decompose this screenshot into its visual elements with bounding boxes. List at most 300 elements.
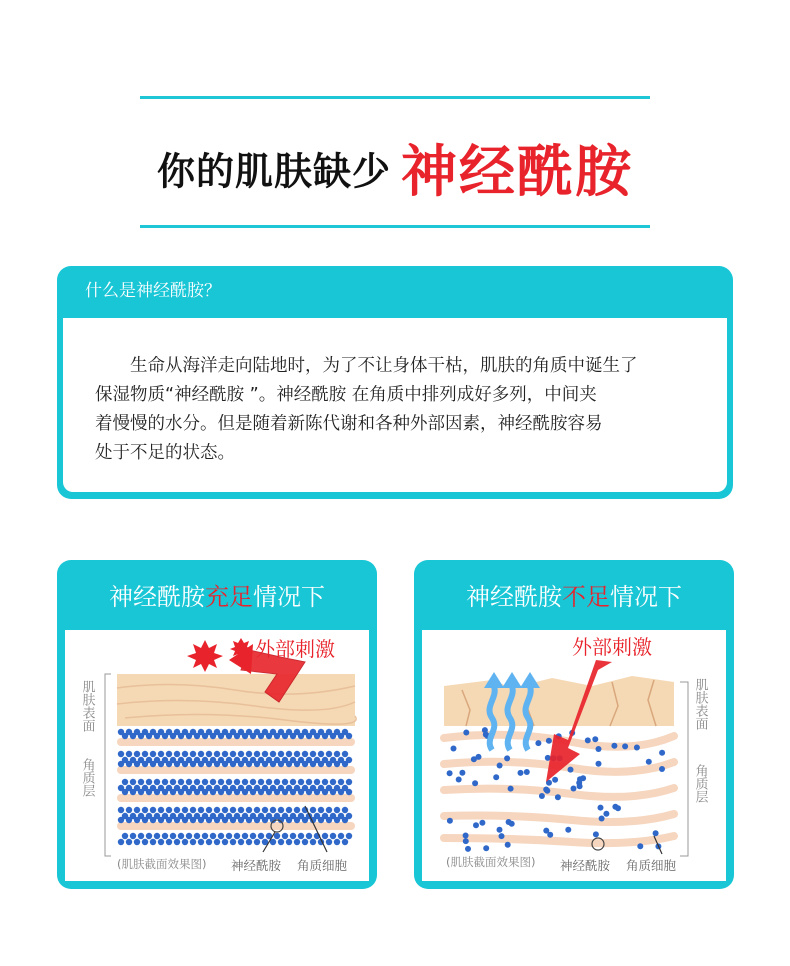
ceramide-dot [270, 751, 276, 757]
ceramide-dot [459, 770, 465, 776]
ceramide-dot [230, 807, 236, 813]
ceramide-dot [178, 779, 184, 785]
ceramide-dot [290, 789, 296, 795]
ceramide-dot [274, 833, 280, 839]
stimulus-label: 外部刺激 [572, 635, 652, 659]
ceramide-dot [126, 817, 132, 823]
ceramide-dot [479, 820, 485, 826]
ceramide-dot [134, 751, 140, 757]
ceramide-dot [508, 786, 514, 792]
ceramide-dot [202, 833, 208, 839]
ceramide-dot [222, 761, 228, 767]
ceramide-dot [262, 751, 268, 757]
ceramide-dot [552, 777, 558, 783]
panel-title-part: 情况下 [253, 583, 325, 611]
ceramide-dot [330, 779, 336, 785]
ceramide-dot [634, 745, 640, 751]
ceramide-dot [286, 839, 292, 845]
ceramide-dot [338, 833, 344, 839]
ceramide-dot [150, 817, 156, 823]
ceramide-dot [186, 779, 192, 785]
panel-illustration [422, 630, 726, 881]
ceramide-dot [226, 833, 232, 839]
ceramide-dot [286, 761, 292, 767]
diagram-caption: (肌肤截面效果图) [117, 857, 207, 871]
ceramide-dot [194, 789, 200, 795]
ceramide-dot [186, 733, 192, 739]
ceramide-dot [178, 733, 184, 739]
ceramide-dot [246, 751, 252, 757]
ceramide-dot [659, 750, 665, 756]
info-paragraph [95, 352, 715, 468]
ceramide-dot [473, 822, 479, 828]
ceramide-dot [126, 807, 132, 813]
ceramide-dot [142, 807, 148, 813]
ceramide-dot [250, 789, 256, 795]
ceramide-dot [326, 839, 332, 845]
info-card-title: 什么是神经酰胺？ [85, 281, 221, 301]
ceramide-dot [186, 789, 192, 795]
ceramide-dot [150, 761, 156, 767]
ceramide-dot [246, 817, 252, 823]
ceramide-dot [142, 817, 148, 823]
headline-highlight: 神经酰胺 [401, 140, 633, 205]
ceramide-dot [206, 839, 212, 845]
ceramide-dot [497, 763, 503, 769]
panel-title-part: 神经酰胺 [466, 583, 562, 611]
skin-cross-section-diagram [422, 630, 726, 881]
ceramide-dot [206, 817, 212, 823]
ceramide-dot [314, 733, 320, 739]
ceramide-dot [186, 833, 192, 839]
ceramide-dot [310, 807, 316, 813]
ceramide-dot [330, 733, 336, 739]
ceramide-dot [294, 761, 300, 767]
ceramide-dot [334, 761, 340, 767]
ceramide-dot [170, 779, 176, 785]
info-line: 生命从海洋走向陆地时，为了不让身体干枯，肌肤的角质中诞生了 [95, 356, 638, 376]
ceramide-dot [326, 807, 332, 813]
ceramide-dot [210, 789, 216, 795]
ceramide-dot [230, 817, 236, 823]
ceramide-dot [282, 789, 288, 795]
panel-title-part: 情况下 [610, 583, 682, 611]
ceramide-dot [322, 779, 328, 785]
ceramide-dot [218, 789, 224, 795]
ceramide-dot [318, 807, 324, 813]
ceramide-dot [190, 817, 196, 823]
ceramide-dot [302, 839, 308, 845]
ceramide-dot [234, 833, 240, 839]
ceramide-dot [222, 839, 228, 845]
ceramide-dot [282, 833, 288, 839]
side-label-stratum: 角质层 [692, 764, 708, 803]
ceramide-dot [162, 789, 168, 795]
ceramide-dot [174, 751, 180, 757]
ceramide-dot [334, 751, 340, 757]
ceramide-dot [154, 779, 160, 785]
ceramide-dot [342, 839, 348, 845]
ceramide-dot [146, 789, 152, 795]
ceramide-dot [598, 805, 604, 811]
ceramide-dot [170, 789, 176, 795]
ceramide-dot [214, 807, 220, 813]
ceramide-dot [226, 733, 232, 739]
ceramide-dot [290, 733, 296, 739]
ceramide-dot [539, 793, 545, 799]
ceramide-dot [499, 833, 505, 839]
ceramide-dot [314, 789, 320, 795]
ceramide-dot [302, 817, 308, 823]
ceramide-dot [274, 789, 280, 795]
ceramide-dot [122, 789, 128, 795]
ceramide-dot [210, 833, 216, 839]
ceramide-dot [524, 769, 530, 775]
ceramide-dot [158, 807, 164, 813]
ceramide-dot [294, 807, 300, 813]
corneocyte-band [444, 814, 674, 822]
ceramide-dot [218, 733, 224, 739]
ceramide-dot [122, 833, 128, 839]
ceramide-dot [278, 761, 284, 767]
ceramide-dot [158, 751, 164, 757]
top-divider [140, 96, 650, 99]
ceramide-dot [178, 833, 184, 839]
ceramide-dot [122, 733, 128, 739]
ceramide-dot [178, 789, 184, 795]
ceramide-dot [334, 817, 340, 823]
ceramide-dot [214, 751, 220, 757]
ceramide-dot [518, 770, 524, 776]
ceramide-dot [290, 833, 296, 839]
ceramide-dot [342, 751, 348, 757]
ceramide-dot [170, 733, 176, 739]
ceramide-dot [330, 833, 336, 839]
ceramide-dot [298, 789, 304, 795]
side-bracket [105, 674, 111, 856]
ceramide-dot [174, 807, 180, 813]
ceramide-dot [150, 751, 156, 757]
ceramide-dot [206, 807, 212, 813]
ceramide-dot [476, 754, 482, 760]
ceramide-dot [222, 751, 228, 757]
ceramide-dot [126, 839, 132, 845]
panel-title-highlight: 不足 [562, 583, 610, 611]
ceramide-dot [286, 807, 292, 813]
info-line: 着慢慢的水分。但是随着新陈代谢和各种外部因素，神经酰胺容易 [95, 414, 603, 434]
ceramide-dot [254, 761, 260, 767]
ceramide-dot [130, 789, 136, 795]
ceramide-dot [226, 779, 232, 785]
ceramide-dot [182, 761, 188, 767]
ceramide-dot [294, 751, 300, 757]
ceramide-dot [659, 766, 665, 772]
ceramide-dot [190, 839, 196, 845]
label-ceramide: 神经酰胺 [560, 858, 611, 873]
ceramide-dot [338, 733, 344, 739]
ceramide-dot [326, 751, 332, 757]
ceramide-dot [162, 779, 168, 785]
panel-title-part: 神经酰胺 [109, 583, 205, 611]
ceramide-dot [346, 833, 352, 839]
ceramide-dot [202, 733, 208, 739]
ceramide-dot [258, 833, 264, 839]
ceramide-dot [182, 817, 188, 823]
corneocyte-band [117, 794, 355, 802]
ceramide-dot [334, 807, 340, 813]
ceramide-dot [214, 839, 220, 845]
ceramide-dot [294, 817, 300, 823]
ceramide-dot [596, 761, 602, 767]
ceramide-dot [326, 817, 332, 823]
ceramide-dot [585, 737, 591, 743]
ceramide-dot [592, 736, 598, 742]
ceramide-dot [238, 817, 244, 823]
ceramide-dot [230, 761, 236, 767]
ceramide-dot [322, 733, 328, 739]
ceramide-dot [230, 839, 236, 845]
ceramide-dot [346, 779, 352, 785]
ceramide-dot [571, 786, 577, 792]
ceramide-dot [306, 779, 312, 785]
ceramide-dot [174, 817, 180, 823]
side-bracket [680, 682, 688, 856]
ceramide-dot [456, 777, 462, 783]
ceramide-dot [463, 838, 469, 844]
ceramide-dot [290, 779, 296, 785]
ceramide-dot [206, 761, 212, 767]
ceramide-dot [194, 733, 200, 739]
ceramide-dot [342, 761, 348, 767]
ceramide-dot [278, 751, 284, 757]
ceramide-dot [242, 733, 248, 739]
ceramide-dot [278, 839, 284, 845]
ceramide-dot [158, 761, 164, 767]
ceramide-dot [190, 807, 196, 813]
stimulus-label: 外部刺激 [255, 637, 335, 661]
ceramide-dot [451, 746, 457, 752]
ceramide-dot [134, 839, 140, 845]
ceramide-dot [555, 794, 561, 800]
ceramide-dot [182, 751, 188, 757]
ceramide-dot [118, 807, 124, 813]
ceramide-dot [258, 733, 264, 739]
skin-surface-layer [117, 674, 355, 726]
ceramide-dot [342, 817, 348, 823]
ceramide-dot [118, 751, 124, 757]
ceramide-dot [535, 740, 541, 746]
ceramide-dot [242, 789, 248, 795]
ceramide-dot [577, 783, 583, 789]
ceramide-dot [158, 817, 164, 823]
ceramide-dot [298, 733, 304, 739]
side-label-stratum: 角质层 [79, 758, 95, 797]
info-line: 保湿物质“神经酰胺 ”。神经酰胺 在角质中排列成好多列，中间夹 [95, 385, 597, 405]
ceramide-dot [298, 779, 304, 785]
ceramide-dot [505, 842, 511, 848]
ceramide-dot [346, 733, 352, 739]
ceramide-dot [274, 733, 280, 739]
ceramide-dot [230, 751, 236, 757]
ceramide-dot [238, 761, 244, 767]
ceramide-dot [258, 779, 264, 785]
ceramide-dot [238, 839, 244, 845]
ceramide-dot [218, 833, 224, 839]
ceramide-dot [472, 780, 478, 786]
ceramide-dot [314, 779, 320, 785]
side-label-surface: 肌肤表面 [79, 680, 95, 732]
ceramide-dot [306, 789, 312, 795]
corneocyte-band [117, 822, 355, 830]
ceramide-dot [218, 779, 224, 785]
panel-title [57, 560, 377, 630]
ceramide-dot [270, 807, 276, 813]
headline-prefix: 你的肌肤缺少 [156, 149, 391, 194]
ceramide-dot [596, 746, 602, 752]
ceramide-dot [154, 733, 160, 739]
ceramide-dot [198, 817, 204, 823]
ceramide-dot [118, 761, 124, 767]
ceramide-dot [138, 789, 144, 795]
ceramide-dot [210, 779, 216, 785]
ceramide-dot [118, 817, 124, 823]
label-cell: 角质细胞 [626, 858, 677, 873]
panel-illustration [65, 630, 369, 881]
ceramide-dot [146, 779, 152, 785]
ceramide-dot [194, 833, 200, 839]
ceramide-dot [463, 730, 469, 736]
ceramide-dot [130, 733, 136, 739]
ceramide-dot [234, 779, 240, 785]
ceramide-dot [266, 733, 272, 739]
ceramide-dot [194, 779, 200, 785]
ceramide-dot [154, 833, 160, 839]
ceramide-dot [302, 761, 308, 767]
ceramide-dot [330, 789, 336, 795]
ceramide-dot [198, 807, 204, 813]
ceramide-dot [150, 839, 156, 845]
ceramide-dot [482, 727, 488, 733]
ceramide-dot [166, 807, 172, 813]
ceramide-dot [138, 833, 144, 839]
ceramide-dot [146, 833, 152, 839]
ceramide-dot [612, 804, 618, 810]
ceramide-dot [622, 743, 628, 749]
ceramide-dot [637, 843, 643, 849]
ceramide-dot [246, 807, 252, 813]
ceramide-dot [254, 751, 260, 757]
ceramide-dot [162, 733, 168, 739]
ceramide-dot [254, 839, 260, 845]
ceramide-dot [166, 839, 172, 845]
ceramide-dot [653, 830, 659, 836]
ceramide-dot [174, 839, 180, 845]
ceramide-dot [138, 733, 144, 739]
ceramide-dot [234, 733, 240, 739]
panel-insufficient [414, 560, 734, 889]
ceramide-dot [346, 789, 352, 795]
ceramide-dot [166, 817, 172, 823]
corneocyte-band [117, 738, 355, 746]
ceramide-dot [162, 833, 168, 839]
ceramide-dot [190, 751, 196, 757]
ceramide-dot [302, 751, 308, 757]
ceramide-dot [134, 817, 140, 823]
ceramide-dot [646, 759, 652, 765]
ceramide-dot [222, 817, 228, 823]
ceramide-dot [242, 833, 248, 839]
label-ceramide: 神经酰胺 [231, 858, 282, 873]
ceramide-dot [447, 818, 453, 824]
ceramide-dot [198, 839, 204, 845]
ceramide-dot [342, 807, 348, 813]
ceramide-dot [322, 833, 328, 839]
ceramide-dot [543, 787, 549, 793]
ceramide-dot [580, 775, 586, 781]
ceramide-dot [447, 770, 453, 776]
ceramide-dot [338, 779, 344, 785]
ceramide-dot [334, 839, 340, 845]
ceramide-dot [310, 839, 316, 845]
ceramide-dot [206, 751, 212, 757]
ceramide-dot [130, 779, 136, 785]
ceramide-dot [202, 779, 208, 785]
ceramide-dot [298, 833, 304, 839]
ceramide-dot [599, 816, 605, 822]
ceramide-dot [126, 761, 132, 767]
ceramide-dot [274, 779, 280, 785]
ceramide-dot [126, 751, 132, 757]
ceramide-dot [134, 761, 140, 767]
ceramide-dot [306, 733, 312, 739]
ceramide-dot [214, 761, 220, 767]
ceramide-dot [182, 839, 188, 845]
ceramide-dot [483, 845, 489, 851]
ceramide-dot [254, 817, 260, 823]
panel-title [414, 560, 734, 630]
info-card-body [63, 318, 727, 492]
ceramide-dot [286, 751, 292, 757]
ceramide-dot [234, 789, 240, 795]
corneocyte-band [444, 836, 674, 843]
ceramide-dot [463, 833, 469, 839]
ceramide-dot [226, 789, 232, 795]
ceramide-dot [198, 751, 204, 757]
ceramide-dot [134, 807, 140, 813]
ceramide-dot [565, 827, 571, 833]
ceramide-dot [593, 831, 599, 837]
ceramide-dot [118, 839, 124, 845]
ceramide-dot [142, 761, 148, 767]
side-label-surface: 肌肤表面 [692, 678, 708, 730]
ceramide-dot [568, 767, 574, 773]
skin-surface-layer [444, 676, 674, 726]
ceramide-dot [246, 761, 252, 767]
ceramide-dot [174, 761, 180, 767]
ceramide-dot [166, 751, 172, 757]
ceramide-dot [547, 832, 553, 838]
ceramide-dot [182, 807, 188, 813]
ceramide-dot [546, 738, 552, 744]
ceramide-dot [278, 807, 284, 813]
ceramide-dot [142, 839, 148, 845]
ceramide-dot [250, 833, 256, 839]
ceramide-dot [266, 779, 272, 785]
diagram-caption: (肌肤截面效果图) [446, 855, 536, 869]
info-line: 处于不足的状态。 [95, 443, 235, 463]
ceramide-dot [310, 761, 316, 767]
ceramide-dot [138, 779, 144, 785]
